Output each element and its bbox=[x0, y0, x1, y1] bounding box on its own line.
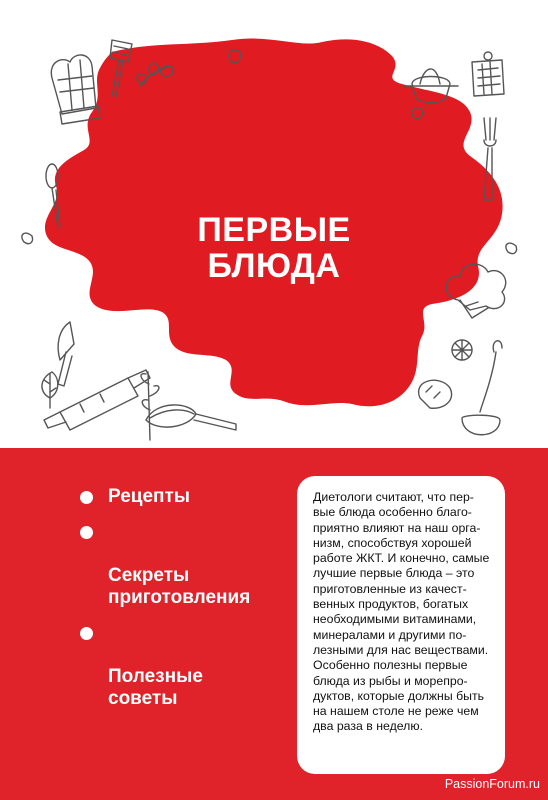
info-panel bbox=[0, 448, 548, 800]
pot-holder-icon bbox=[472, 52, 504, 96]
feature-label: Секреты приготовления bbox=[108, 565, 251, 608]
feature-list bbox=[80, 486, 270, 723]
bullet-dot-icon bbox=[80, 491, 93, 504]
bullet-dot-icon bbox=[80, 526, 93, 539]
description-card bbox=[297, 476, 505, 774]
bread-icon bbox=[419, 380, 452, 408]
leaf-icon bbox=[42, 372, 58, 408]
cover-title-line2: БЛЮДА bbox=[207, 247, 341, 285]
cover-title bbox=[150, 212, 398, 284]
site-watermark: PassionForum.ru bbox=[444, 777, 540, 791]
ladle-icon bbox=[462, 341, 502, 435]
feature-label: Полезные советы bbox=[108, 666, 203, 709]
knife-icon bbox=[58, 322, 74, 386]
feature-label: Рецепты bbox=[108, 486, 191, 507]
description-text: Диетологи считают, что пер- вые блюда особенно благо- приятно влияют на наш орга- низм, способствуя хорошей работе ЖКТ. И конечно, самые лучшие первые блюда – это приготовленные из качест- венных продуктов, богатых необходимыми витаминами, минералами и другими по- лезными для нас веществами. Особенно полезны первые блюда из рыбы и морепро- дуктов, которые должны быть на нашем столе не реже чем два раза в неделю. bbox=[313, 490, 490, 734]
feature-item-secrets bbox=[80, 521, 270, 609]
cover-title-line1: ПЕРВЫЕ bbox=[197, 211, 351, 249]
whisk-icon bbox=[146, 405, 236, 430]
bullet-dot-icon bbox=[80, 627, 93, 640]
feature-item-tips bbox=[80, 622, 270, 710]
feature-item-recipes bbox=[80, 486, 270, 508]
lemon-icon bbox=[452, 340, 472, 360]
